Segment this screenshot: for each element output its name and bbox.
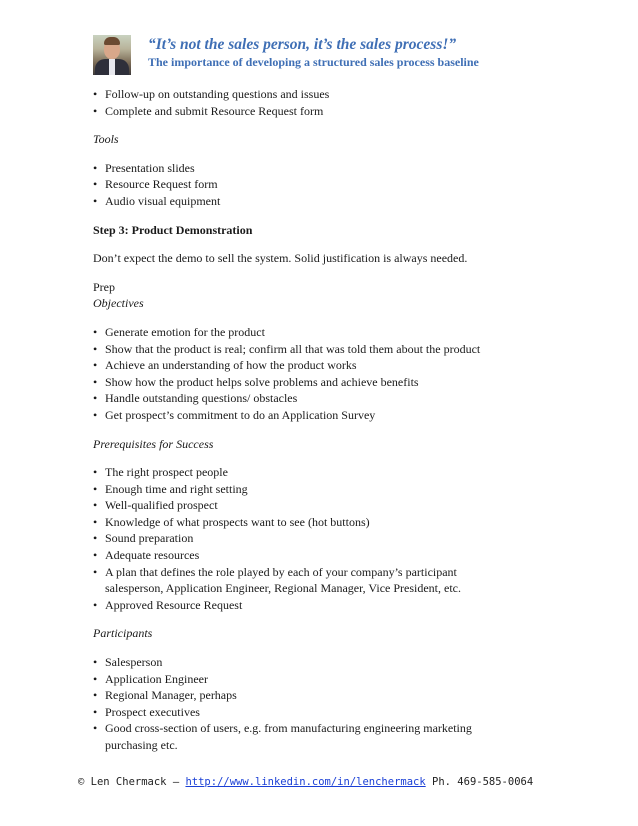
footer-phone: Ph. 469-585-0064 <box>425 776 534 788</box>
participants-bullet-list <box>93 654 613 754</box>
objectives-heading: Objectives <box>93 296 144 311</box>
list-item: • Application Engineer <box>93 671 613 688</box>
list-item: • Well-qualified prospect <box>93 497 613 514</box>
document-body <box>93 86 613 754</box>
list-item: • Get prospect’s commitment to do an Application Survey <box>93 407 613 424</box>
list-item: • Achieve an understanding of how the product works <box>93 357 613 374</box>
step-heading: Step 3: Product Demonstration <box>93 222 253 237</box>
list-item: • Handle outstanding questions/ obstacles <box>93 390 613 407</box>
list-item: • Prospect executives <box>93 704 613 721</box>
list-item: • Adequate resources <box>93 547 613 564</box>
list-item-text: Good cross-section of users, e.g. from manufacturing engineering marketing <box>105 721 472 736</box>
list-item: • Salesperson <box>93 654 613 671</box>
author-photo <box>93 35 131 75</box>
list-item: • Approved Resource Request <box>93 597 613 614</box>
linkedin-link[interactable]: http://www.linkedin.com/in/lenchermack <box>185 776 426 788</box>
list-item: • Presentation slides <box>93 160 613 177</box>
step-intro: Don’t expect the demo to sell the system. Solid justification is always needed. <box>93 251 468 266</box>
intro-bullet-list <box>93 86 613 119</box>
list-item: • The right prospect people <box>93 464 613 481</box>
page-footer <box>78 776 533 788</box>
header-subtitle: The importance of developing a structured sales process baseline <box>148 55 479 69</box>
list-item <box>93 564 613 597</box>
list-item-text: A plan that defines the role played by each of your company’s participant <box>105 564 457 579</box>
list-item: • Enough time and right setting <box>93 481 613 498</box>
participants-heading: Participants <box>93 626 153 641</box>
list-item: • Knowledge of what prospects want to see (hot buttons) <box>93 514 613 531</box>
list-item: • Regional Manager, perhaps <box>93 687 613 704</box>
list-item: • Audio visual equipment <box>93 193 613 210</box>
prep-label: Prep <box>93 279 115 294</box>
list-item: • Follow-up on outstanding questions and issues <box>93 86 613 103</box>
header-title: “It’s not the sales person, it’s the sales process!” <box>148 36 457 53</box>
list-item: • Complete and submit Resource Request form <box>93 103 613 120</box>
footer-copyright: © Len Chermack – <box>78 776 186 788</box>
prerequisites-heading: Prerequisites for Success <box>93 436 214 451</box>
list-item-continuation: salesperson, Application Engineer, Regional Manager, Vice President, etc. <box>105 581 461 596</box>
list-item-continuation: purchasing etc. <box>105 738 178 752</box>
list-item <box>93 720 613 753</box>
objectives-bullet-list <box>93 324 613 424</box>
list-item: • Show how the product helps solve problems and achieve benefits <box>93 374 613 391</box>
tools-bullet-list <box>93 160 613 210</box>
list-item: • Show that the product is real; confirm all that was told them about the product <box>93 341 613 358</box>
prerequisites-bullet-list <box>93 464 613 613</box>
list-item: • Resource Request form <box>93 176 613 193</box>
tools-heading: Tools <box>93 132 119 147</box>
list-item: • Sound preparation <box>93 530 613 547</box>
list-item: • Generate emotion for the product <box>93 324 613 341</box>
page-header <box>93 35 613 77</box>
